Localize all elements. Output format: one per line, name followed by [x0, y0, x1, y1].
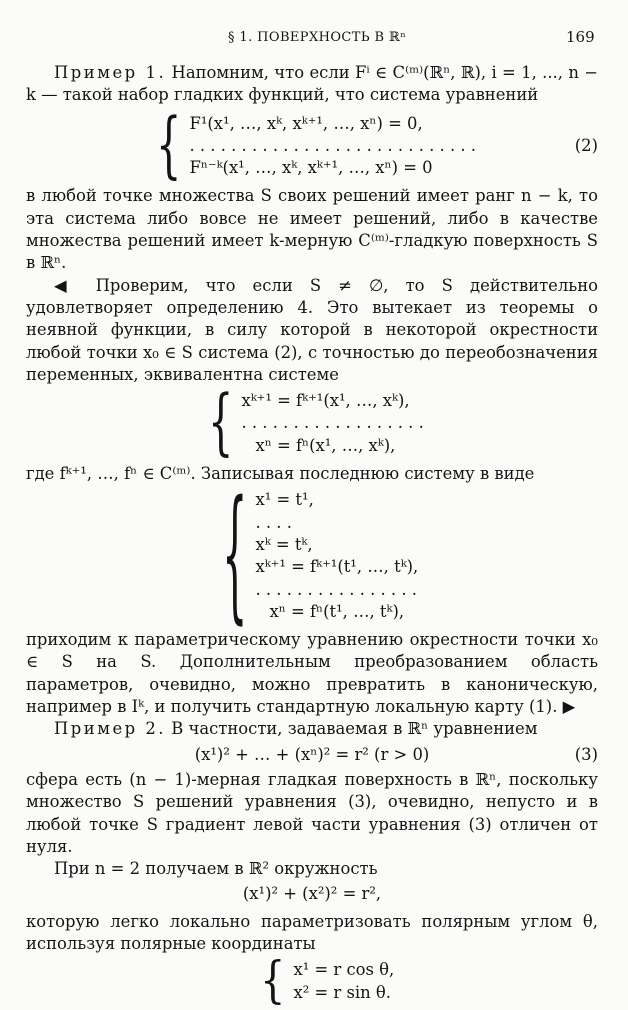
system-c-line-1: x¹ = t¹,: [255, 490, 314, 510]
page-body: [26, 62, 598, 1008]
equation-system-implicit: [208, 382, 598, 465]
polar-line-2: x² = r sin θ.: [293, 982, 391, 1002]
page-header: [0, 28, 628, 50]
system2-dots: . . . . . . . . . . . . . . . . . . . . . . . . . . . .: [189, 135, 477, 155]
system-c-dots-1: . . . .: [255, 512, 292, 532]
system-b-line-2: xⁿ = fⁿ(x¹, …, xᵏ),: [255, 435, 396, 455]
example1-intro-text: Напомним, что если Fⁱ ∈ C⁽ᵐ⁾(ℝⁿ, ℝ), i = 1, ..., n − k — такой набор гладких функций, что система уравнений: [26, 63, 598, 105]
equation-number-2: (2): [574, 135, 598, 155]
equation-3: [26, 744, 598, 766]
page-number: 169: [566, 28, 595, 46]
example2-label: Пример 2.: [54, 719, 167, 739]
equation-number-3: (3): [574, 744, 598, 764]
example2-intro: [26, 718, 598, 740]
example2-intro-text: В частности, задаваемая в ℝⁿ уравнением: [171, 719, 538, 739]
system2-line-2: Fⁿ⁻ᵏ(x¹, …, xᵏ, xᵏ⁺¹, …, xⁿ) = 0: [189, 158, 433, 178]
sphere-text: сфера есть (n − 1)-мерная гладкая поверхность в ℝⁿ, поскольку множество S решений уравнения (3), очевидно, непусто и в любой точке S градиент левой части уравнения (3) отличен от нуля.: [26, 769, 598, 856]
where-text: где fᵏ⁺¹, …, fⁿ ∈ C⁽ᵐ⁾. Записывая последнюю систему в виде: [26, 464, 535, 484]
polar-line-1: x¹ = r cos θ,: [293, 960, 395, 980]
system-b-line-1: xᵏ⁺¹ = fᵏ⁺¹(x¹, …, xᵏ),: [241, 391, 410, 411]
system-b-dots: . . . . . . . . . . . . . . . . . .: [241, 413, 424, 433]
system2-line-1: F¹(x¹, …, xᵏ, xᵏ⁺¹, …, xⁿ) = 0,: [189, 113, 423, 133]
left-brace: {: [208, 382, 234, 465]
example1-after-system: в любой точке множества S своих решений имеет ранг n − k, то эта система либо вовсе не имеет решений, либо в качестве множества решений имеет k-мерную C⁽ᵐ⁾-гладкую поверхность S в ℝⁿ.: [26, 186, 598, 273]
equation-system-2: [156, 104, 598, 188]
n2-text: При n = 2 получаем в ℝ² окружность: [54, 859, 378, 879]
system-c-line-4: xⁿ = fⁿ(t¹, …, tᵏ),: [269, 601, 405, 621]
circle-equation: [26, 883, 598, 905]
polar-text: которую легко локально параметризовать полярным углом θ, используя полярные координаты: [26, 911, 598, 953]
system-c-line-3: xᵏ⁺¹ = fᵏ⁺¹(t¹, …, tᵏ),: [255, 557, 419, 577]
left-brace: {: [260, 952, 286, 1010]
running-head: § 1. ПОВЕРХНОСТЬ В ℝⁿ: [228, 30, 407, 45]
left-brace: {: [156, 104, 182, 188]
proof-start: ◀ Проверим, что если S ≠ ∅, то S действительно удовлетворяет определению 4. Это вытекает из теоремы о неявной функции, в силу которой в некоторой окрестности любой точки x₀ ∈ S система (2), с точностью до переобозначения переменных, эквивалентна системе: [26, 275, 598, 384]
circle-equation-body: (x¹)² + (x²)² = r²,: [242, 884, 382, 904]
system-c-line-2: xᵏ = tᵏ,: [255, 534, 313, 554]
equation-3-body: (x¹)² + … + (xⁿ)² = r² (r > 0): [194, 744, 430, 764]
example1-label: Пример 1.: [54, 63, 167, 82]
system-c-dots-2: . . . . . . . . . . . . . . . .: [255, 579, 417, 599]
left-brace: {: [222, 473, 248, 640]
polar-system: [260, 952, 598, 1010]
equation-system-parametric: [222, 473, 598, 640]
example1-intro: [26, 62, 598, 107]
parametric-text: приходим к параметрическому уравнению окрестности точки x₀ ∈ S на S. Дополнительным преобразованием область параметров, очевидно, можно превратить в каноническую, например в Iᵏ, и получить стандартную локальную карту (1). ▶: [26, 630, 598, 717]
